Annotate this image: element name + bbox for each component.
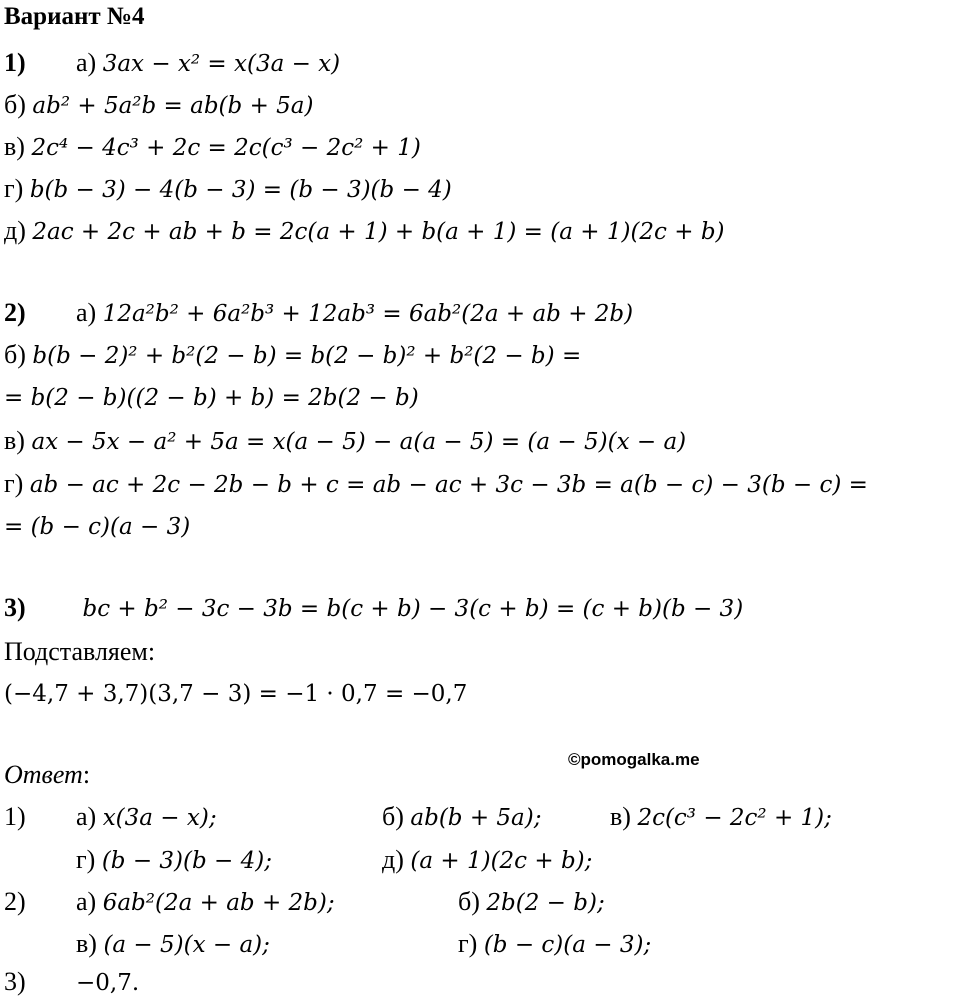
task1-line-e (4, 216, 725, 247)
answer-1v (610, 802, 832, 833)
answer-3 (76, 967, 139, 998)
task2-line-c (4, 426, 686, 457)
item-label: б) (382, 802, 404, 831)
item-label: г) (458, 929, 478, 958)
formula: (b − 3)(b − 4); (101, 848, 272, 874)
item-label: б) (458, 887, 480, 916)
formula: b(b − 3) − 4(b − 3) = (b − 3)(b − 4) (29, 177, 452, 203)
formula: (−4,7 + 3,7)(3,7 − 3) = −1 · 0,7 = −0,7 (4, 681, 468, 707)
item-label: а) (76, 298, 97, 327)
formula: (a − 5)(x − a); (103, 932, 270, 958)
task1-line-c (4, 132, 421, 163)
answer-2b (458, 887, 605, 918)
formula: = (b − c)(a − 3) (4, 514, 191, 540)
item-label: в) (4, 426, 25, 455)
item-label: в) (76, 929, 97, 958)
formula: bc + b² − 3c − 3b = b(c + b) − 3(c + b) = (c + b)(b − 3) (82, 596, 744, 622)
substitution-label: Подставляем: (4, 637, 156, 666)
item-label: б) (4, 340, 26, 369)
item-label: г) (4, 469, 24, 498)
item-label: г) (4, 174, 24, 203)
task2-line-b-cont (4, 382, 419, 413)
task1-line-d (4, 174, 452, 205)
formula: ab − ac + 2c − 2b − b + c = ab − ac + 3c − 3b = a(b − c) − 3(b − c) = (29, 472, 868, 498)
task2-line-b (4, 340, 581, 371)
item-label: д) (382, 845, 404, 874)
task2-line-d (4, 469, 868, 500)
answer-3-number: 3) (4, 967, 26, 996)
item-label: а) (76, 48, 97, 77)
watermark: ©pomogalka.me (568, 750, 700, 769)
formula: 6ab²(2a + ab + 2b); (102, 890, 335, 916)
formula: = b(2 − b)((2 − b) + b) = 2b(2 − b) (4, 385, 419, 411)
answer-1d (382, 845, 592, 876)
answer-2-number: 2) (4, 887, 26, 916)
task3-line (4, 593, 743, 624)
task2-line-a (4, 298, 633, 329)
item-label: г) (76, 845, 96, 874)
formula: 3ax − x² = x(3a − x) (102, 51, 341, 77)
formula: 2c⁴ − 4c³ + 2c = 2c(c³ − 2c² + 1) (31, 135, 421, 161)
task2-number: 2) (4, 298, 26, 327)
answer-label: Ответ (4, 760, 83, 789)
answer-1b (382, 802, 541, 833)
task2-line-d-cont (4, 511, 190, 542)
substitution-line (4, 678, 467, 709)
answer-2a (76, 887, 335, 918)
answer-2v (76, 929, 270, 960)
answer-1a (76, 802, 217, 833)
task1-number: 1) (4, 48, 26, 77)
formula: (b − c)(a − 3); (483, 932, 652, 958)
formula: 12a²b² + 6a²b³ + 12ab³ = 6ab²(2a + ab + 2b) (102, 301, 634, 327)
formula: b(b − 2)² + b²(2 − b) = b(2 − b)² + b²(2 − b) = (32, 343, 582, 369)
formula: ab² + 5a²b = ab(b + 5a) (32, 93, 314, 119)
page-title: Вариант №4 (4, 3, 145, 30)
formula: −0,7. (76, 970, 140, 996)
formula: ax − 5x − a² + 5a = x(a − 5) − a(a − 5) = (a − 5)(x − a) (31, 429, 687, 455)
item-label: б) (4, 90, 26, 119)
answer-heading (4, 760, 90, 790)
answer-1-number: 1) (4, 802, 26, 831)
item-label: в) (610, 802, 631, 831)
task1-line-b (4, 90, 313, 121)
answer-1g (76, 845, 272, 876)
formula: x(3a − x); (102, 805, 217, 831)
formula: 2c(c³ − 2c² + 1); (637, 805, 832, 831)
formula: 2b(2 − b); (486, 890, 605, 916)
answer-colon: : (82, 760, 91, 789)
formula: (a + 1)(2c + b); (410, 848, 593, 874)
formula: 2ac + 2c + ab + b = 2c(a + 1) + b(a + 1) = (a + 1)(2c + b) (32, 219, 725, 245)
answer-2g (458, 929, 651, 960)
task3-number: 3) (4, 593, 26, 622)
item-label: д) (4, 216, 26, 245)
item-label: в) (4, 132, 25, 161)
formula: ab(b + 5a); (410, 805, 542, 831)
item-label: а) (76, 887, 97, 916)
task1-line-a (4, 48, 340, 79)
item-label: а) (76, 802, 97, 831)
